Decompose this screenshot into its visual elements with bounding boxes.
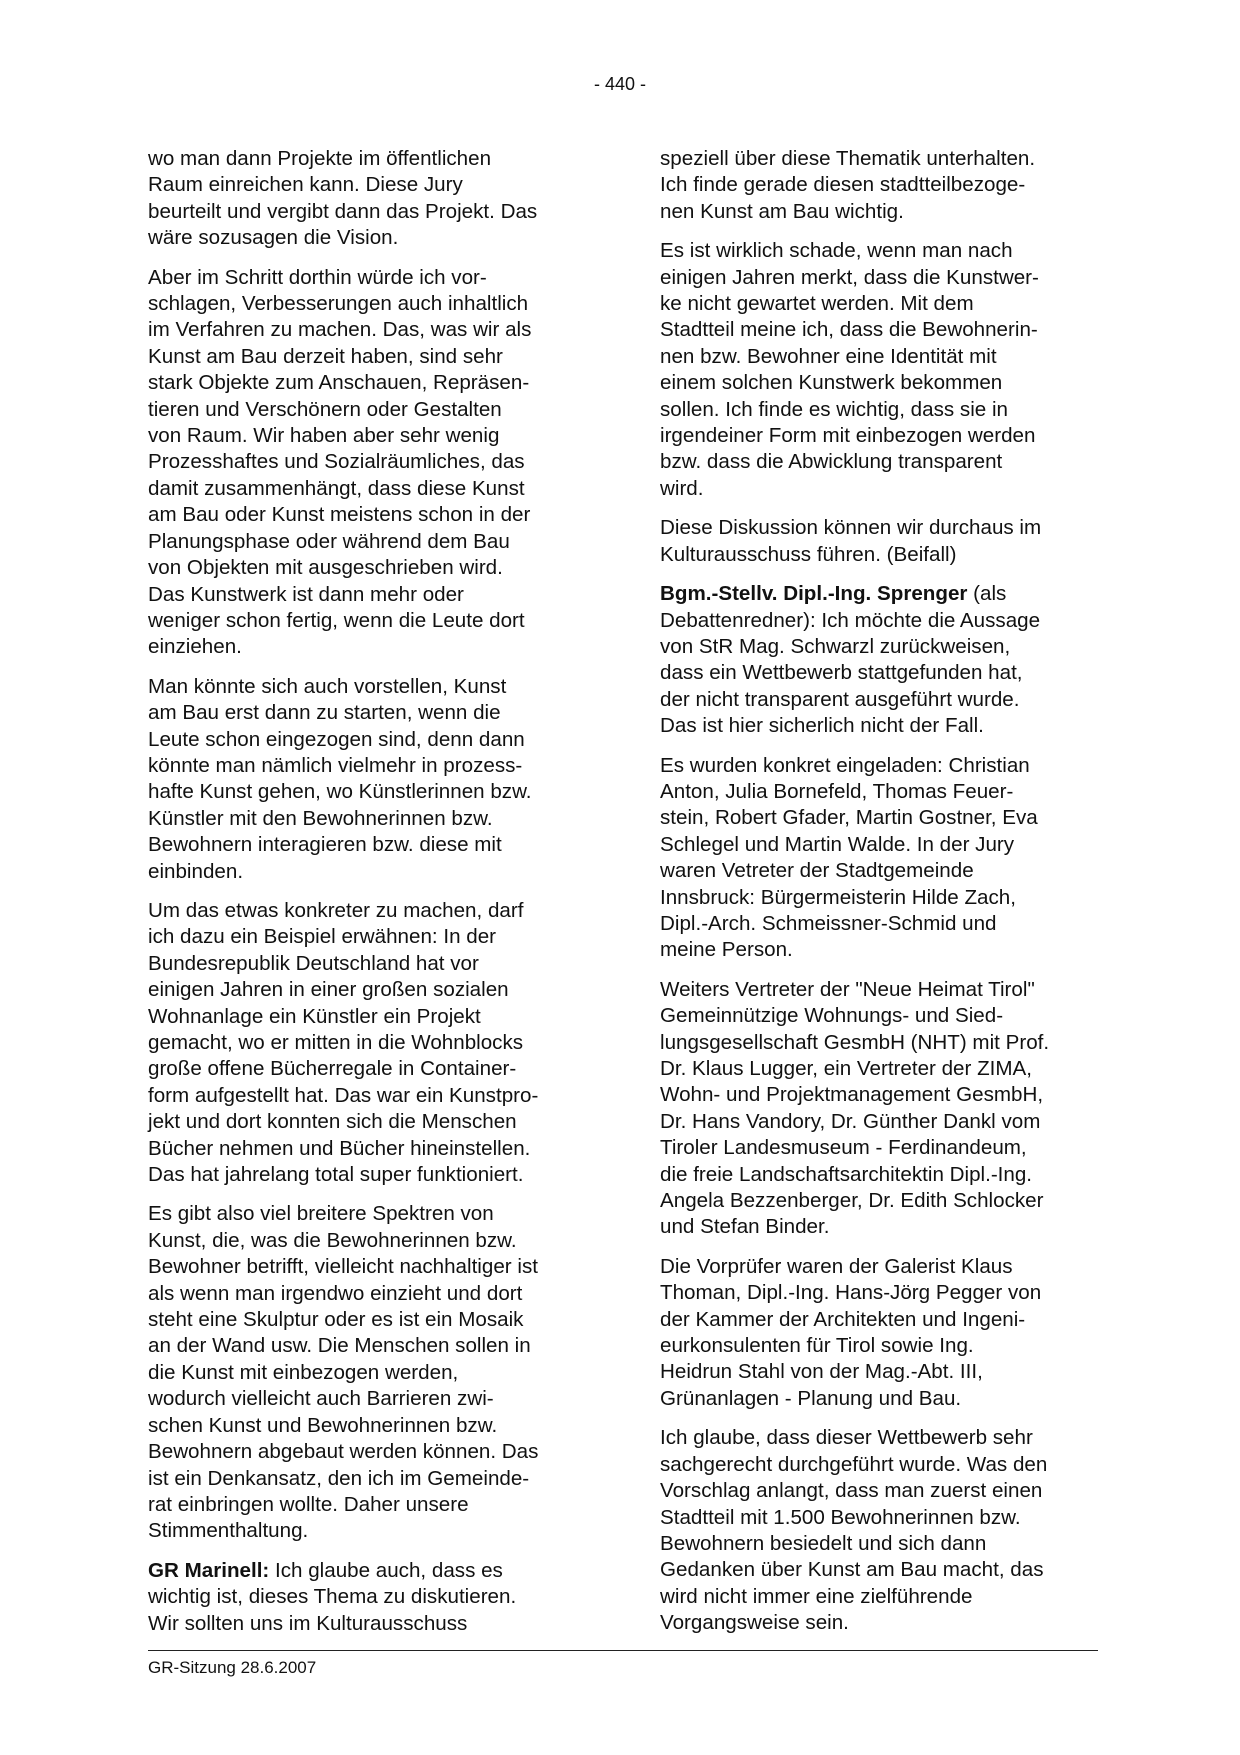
paragraph: Es wurden konkret eingeladen: Christian Anton, Julia Bornefeld, Thomas Feuer- stein, Robert Gfader, Martin Gostner, Eva Schlegel und Martin Walde. In der Jury waren Vetreter der Stadtgemeinde Innsbruck: Bürgermeisterin Hilde Zach, Dipl.-Arch. Schmeissner-Schmid und meine Person. (660, 753, 1038, 962)
left-column (148, 146, 588, 1650)
paragraph: Es gibt also viel breitere Spektren von Kunst, die, was die Bewohnerinnen bzw. Bewohner betrifft, vielleicht nachhaltiger ist als wenn man irgendwo einzieht und dort steht eine Skulptur oder es ist ein Mosaik an der Wand usw. Die Menschen sollen in die Kunst mit einbezogen werden, wodurch vielleicht auch Barrieren zwi- schen Kunst und Bewohnerinnen bzw. Bewohnern abgebaut werden können. Das ist ein Denkansatz, den ich im Gemeinde- rat einbringen wollte. Daher unsere Stimmenthaltung. (148, 1202, 539, 1543)
paragraph: Um das etwas konkreter zu machen, darf ich dazu ein Beispiel erwähnen: In der Bundesrepublik Deutschland hat vor einigen Jahren in einer großen sozialen Wohnanlage ein Künstler ein Projekt gemacht, wo er mitten in die Wohnblocks große offene Bücherregale in Container- form aufgestellt hat. Das war ein Kunstpro- jekt und dort konnten sich die Menschen Bücher nehmen und Bücher hineinstellen. Das hat jahrelang total super funktioniert. (148, 898, 539, 1187)
paragraph: Es ist wirklich schade, wenn man nach einigen Jahren merkt, dass die Kunstwer- ke nicht gewartet werden. Mit dem Stadtteil meine ich, dass die Bewohnerin- nen bzw. Bewohner eine Identität mit einem solchen Kunstwerk bekommen sollen. Ich finde es wichtig, dass sie in irgendeiner Form mit einbezogen werden bzw. dass die Abwicklung transparent wird. (660, 239, 1039, 500)
paragraph: Ich glaube, dass dieser Wettbewerb sehr sachgerecht durchgeführt wurde. Was den Vorschlag anlangt, dass man zuerst einen Stadtteil mit 1.500 Bewohnerinnen bzw. Bewohnern besiedelt und sich dann Gedanken über Kunst am Bau macht, das wird nicht immer eine zielführende Vorgangsweise sein. (660, 1426, 1048, 1635)
paragraph: Weiters Vertreter der "Neue Heimat Tirol" Gemeinnützige Wohnungs- und Sied- lungsgesellschaft GesmbH (NHT) mit Prof. Dr. Klaus Lugger, ein Vertreter der ZIMA, Wohn- und Projektmanagement GesmbH, Dr. Hans Vandory, Dr. Günther Dankl vom Tiroler Landesmuseum - Ferdinandeum, die freie Landschaftsarchitektin Dipl.-Ing. Angela Bezzenberger, Dr. Edith Schlocker und Stefan Binder. (660, 977, 1050, 1239)
paragraph: wo man dann Projekte im öffentlichen Raum einreichen kann. Diese Jury beurteilt und vergibt dann das Projekt. Das wäre sozusagen die Vision. (148, 147, 538, 250)
paragraph: Diese Diskussion können wir durchaus im Kulturausschuss führen. (Beifall) (660, 516, 1042, 566)
paragraph: Man könnte sich auch vorstellen, Kunst am Bau erst dann zu starten, wenn die Leute schon eingezogen sind, denn dann könnte man nämlich vielmehr in prozess- hafte Kunst gehen, wo Künstlerinnen bzw. Künstler mit den Bewohnerinnen bzw. Bewohnern interagieren bzw. diese mit einbinden. (148, 674, 532, 883)
right-column (660, 146, 1100, 1650)
footer-session-date: GR-Sitzung 28.6.2007 (148, 1658, 317, 1677)
speaker-name: Bgm.-Stellv. Dipl.-Ing. Sprenger (660, 582, 968, 606)
paragraph: Die Vorprüfer waren der Galerist Klaus Thoman, Dipl.-Ing. Hans-Jörg Pegger von der Kammer der Architekten und Ingeni- eurkonsulenten für Tirol sowie Ing. Heidrun Stahl von der Mag.-Abt. III, Grünanlagen - Planung und Bau. (660, 1254, 1042, 1410)
paragraph: Aber im Schritt dorthin würde ich vor- schlagen, Verbesserungen auch inhaltlich im Verfahren zu machen. Das, was wir als Kunst am Bau derzeit haben, sind sehr stark Objekte zum Anschauen, Repräsen- tieren und Verschönern oder Gestalten von Raum. Wir haben aber sehr wenig Prozesshaftes und Sozialräumliches, das damit zusammenhängt, dass diese Kunst am Bau oder Kunst meistens schon in der Planungsphase oder während dem Bau von Objekten mit ausgeschrieben wird. Das Kunstwerk ist dann mehr oder weniger schon fertig, wenn die Leute dort einziehen. (148, 265, 532, 659)
speech-text: Ich glaube auch, dass es wichtig ist, dieses Thema zu diskutieren. Wir sollten uns im Kulturausschuss (148, 1558, 517, 1635)
speech-text: (als Debattenredner): Ich möchte die Aussage von StR Mag. Schwarzl zurückweisen, dass ein Wettbewerb stattgefunden hat, der nicht transparent ausgeführt wurde. Das ist hier sicherlich nicht der Fall. (660, 582, 1041, 738)
paragraph-speech (148, 1558, 588, 1637)
paragraph-speech (660, 581, 1100, 739)
footer-divider (148, 1650, 1098, 1651)
speaker-name: GR Marinell: (148, 1558, 270, 1582)
page-number: - 440 - (593, 74, 647, 94)
paragraph: speziell über diese Thematik unterhalten. Ich finde gerade diesen stadtteilbezoge- nen Kunst am Bau wichtig. (660, 147, 1036, 223)
